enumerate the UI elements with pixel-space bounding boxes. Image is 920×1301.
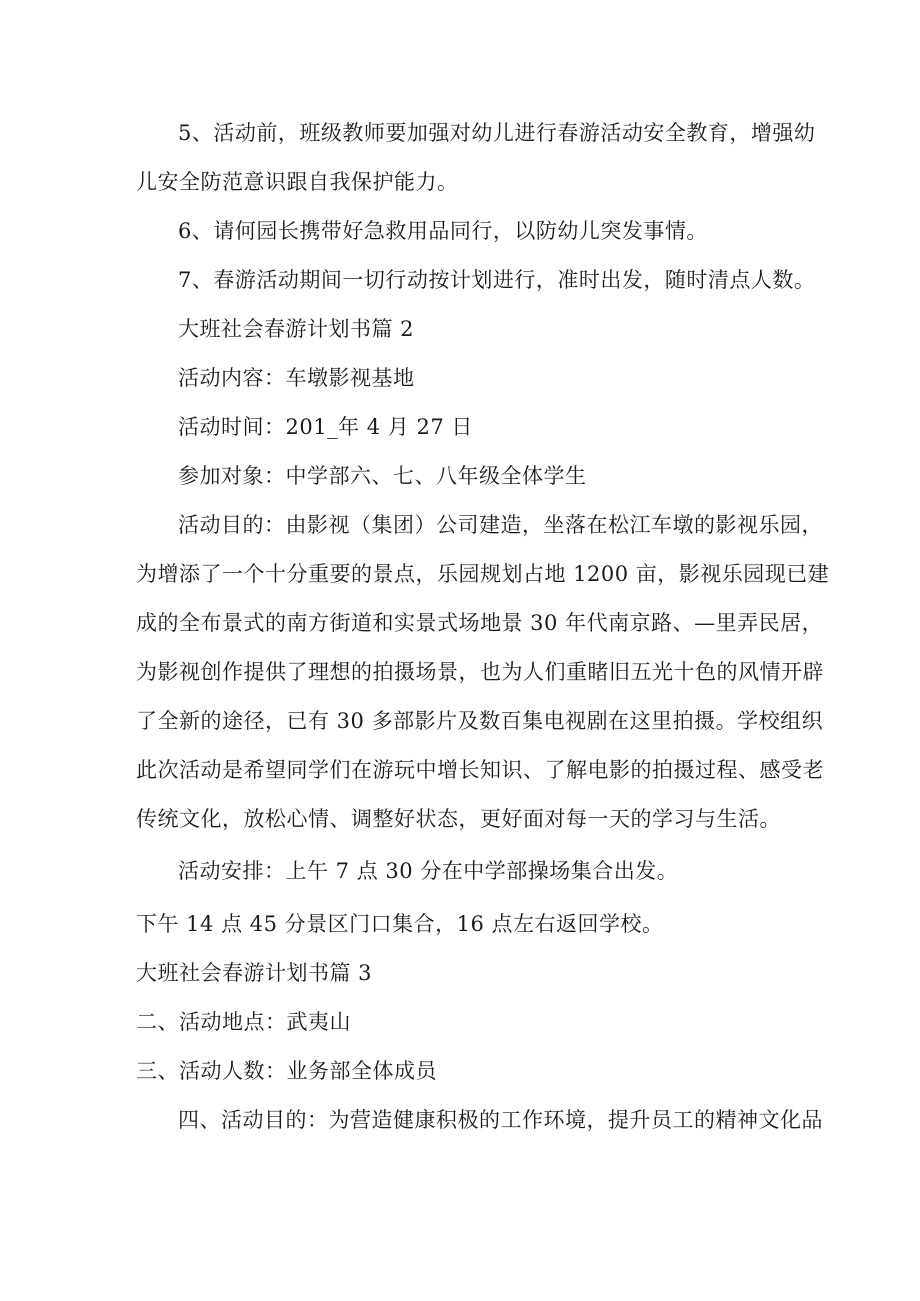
paragraph-line: 传统文化，放松心情、调整好状态，更好面对每一天的学习与生活。 xyxy=(136,807,781,831)
paragraph-line: 下午 14 点 45 分景区门口集合，16 点左右返回学校。 xyxy=(136,912,664,936)
paragraph-line: 二、活动地点：武夷山 xyxy=(136,1010,351,1034)
paragraph-line: 活动安排：上午 7 点 30 分在中学部操场集合出发。 xyxy=(178,859,679,883)
paragraph-line: 7、春游活动期间一切行动按计划进行，准时出发，随时清点人数。 xyxy=(178,268,816,292)
section-heading: 大班社会春游计划书篇 3 xyxy=(136,961,373,985)
paragraph-line: 为影视创作提供了理想的拍摄场景，也为人们重睹旧五光十色的风情开辟 xyxy=(136,660,824,684)
paragraph-line: 5、活动前，班级教师要加强对幼儿进行春游活动安全教育，增强幼 xyxy=(178,121,816,145)
paragraph-line: 活动时间：201_年 4 月 27 日 xyxy=(178,415,473,439)
paragraph-line: 活动目的：由影视（集团）公司建造，坐落在松江车墩的影视乐园， xyxy=(178,513,823,537)
paragraph-line: 此次活动是希望同学们在游玩中增长知识、了解电影的拍摄过程、感受老 xyxy=(136,758,824,782)
paragraph-line: 了全新的途径，已有 30 多部影片及数百集电视剧在这里拍摄。学校组织 xyxy=(136,709,824,733)
paragraph-line: 儿安全防范意识跟自我保护能力。 xyxy=(136,170,459,194)
paragraph-line: 参加对象：中学部六、七、八年级全体学生 xyxy=(178,464,587,488)
paragraph-line: 活动内容：车墩影视基地 xyxy=(178,366,415,390)
paragraph-line: 6、请何园长携带好急救用品同行，以防幼儿突发事情。 xyxy=(178,219,708,243)
paragraph-line: 四、活动目的：为营造健康积极的工作环境，提升员工的精神文化品 xyxy=(178,1108,823,1132)
paragraph-line: 三、活动人数：业务部全体成员 xyxy=(136,1059,437,1083)
paragraph-line: 成的全布景式的南方街道和实景式场地景 30 年代南京路、—里弄民居， xyxy=(136,611,824,635)
section-heading: 大班社会春游计划书篇 2 xyxy=(178,317,415,341)
paragraph-line: 为增添了一个十分重要的景点，乐园规划占地 1200 亩，影视乐园现已建 xyxy=(136,562,830,586)
